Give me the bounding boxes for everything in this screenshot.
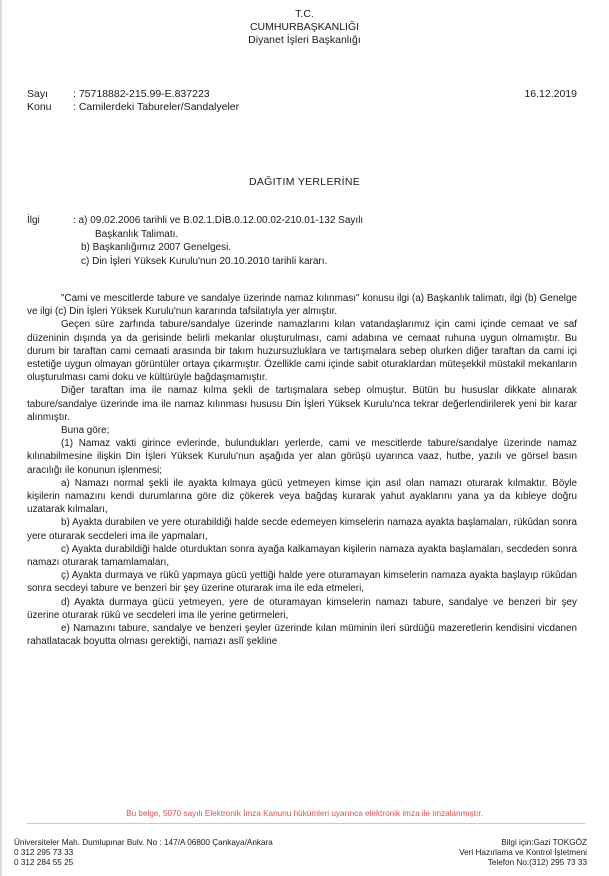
body-paragraph: (1) Namaz vakti girince evlerinde, bulundukları yerlerde, cami ve mescitlerde tabure/sandalye üzerinde namaz kılınabilmesine ilişkin Din İşleri Yüksek Kurulu'nun aşağıda yer alan görüşü uyarınca vaaz, hutbe, yazılı ve görsel basın aracılığı ile konunun işlenmesi;: [27, 438, 577, 476]
footer-info-person: Bilgi için:Gazi TOKGÖZ: [501, 838, 587, 847]
body-paragraph: a) Namazı normal şekli ile ayakta kılmaya gücü yetmeyen kimse için asıl olan namazı oturarak kılmaktır. Böyle kişilerin namazını kendi durumlarına göre diz çökerek veya bağdaş kurarak yahut ayaklarını yana ya da kıbleye doğru uzatarak kılmaları,: [27, 477, 577, 516]
header-tc: T.C.: [295, 8, 314, 20]
reference-item: c) Din İşleri Yüksek Kurulu'nun 20.10.2010 tarihli kararı.: [81, 255, 328, 267]
body-paragraph: Buna göre;: [61, 425, 110, 437]
sayi-row: [27, 88, 577, 101]
reference-item: b) Başkanlığımız 2007 Genelgesi.: [81, 242, 232, 253]
page-edge: [0, 0, 2, 876]
reference-item: : a) 09.02.2006 tarihli ve B.02.1.DİB.0.12.00.02-210.01-132 Sayılı: [73, 215, 364, 226]
body-paragraph: "Cami ve mescitlerde tabure ve sandalye üzerinde namaz kılınması" konusu ilgi (a) Başkanlık talimatı, ilgi (b) Genelge ve ilgi (c) Din İşleri Yüksek Kurulu'nun kararında tafsilatıyla yer almıştır.: [27, 293, 577, 318]
header-presidency: CUMHURBAŞKANLIĞI: [249, 21, 360, 33]
konu-row: [27, 101, 577, 114]
sayi-value: : 75718882-215.99-E.837223: [73, 88, 210, 100]
letterhead: [0, 8, 609, 47]
header-directorate: Diyanet İşleri Başkanlığı: [248, 34, 361, 46]
sayi-label: Sayı: [27, 88, 49, 100]
reference-list: [73, 214, 553, 268]
body-paragraph: Diğer taraftan ima ile namaz kılma şekli de tartışmalara sebep olmuştur. Bütün bu hususlar dikkate alınarak tabure/sandalye üzerinde ima ile namaz kılınması hususu Din İşleri Yüksek Kurulu'nca tekrar değerlendirilerek yeni bir karar alınmıştır.: [27, 385, 577, 423]
body-paragraph: Geçen süre zarfında tabure/sandalye üzerinde namazlarını kılan vatandaşlarımız için cami içinde cemaat ve saf düzeninin dışında ya da gerisinde belirli mekanlar oluşturulması, cami adabına ve cemaat ruhuna uygun olmamıştır. Bu durum bir taraftan cami cemaati arasında bir takım huzursuzluklara ve tartışmalara sebep olurken diğer taraftan da cami içi estetiğe uygun olmayan görüntüler ortaya çıkarmıştır. Özellikle cami içinde sabit oturaklardan müteşekkil müstakil mekanların oluşturulması cami doku ve kültürüyle bağdaşmamıştır.: [27, 319, 577, 384]
distribution-heading: DAĞITIM YERLERİNE: [248, 176, 361, 188]
footer-address: Üniversiteler Mah. Dumlupınar Bulv. No : 147/A 06800 Çankaya/Ankara: [14, 838, 273, 847]
body-paragraph: b) Ayakta durabilen ve yere oturabildiği halde secde edemeyen kimselerin namaza ayakta başlamaları, rükûdan sonra yere oturarak secdeleri ima ile yapmaları,: [27, 517, 577, 542]
footer-contact: [14, 838, 273, 868]
footer-phone-2: 0 312 284 55 25: [14, 858, 74, 867]
footer-phone-1: 0 312 295 73 33: [14, 848, 74, 857]
reference-label: İlgi: [27, 215, 40, 226]
footer-info: [459, 838, 587, 868]
body-paragraph: e) Namazını tabure, sandalye ve benzeri şeyler üzerinde kılan müminin ileri sürdüğü mazeretlerin kendisini vicdanen rahatlatacak boyutta olması gerektiği, namazı aslî şekline: [27, 623, 577, 648]
footer-info-phone: Telefon No:(312) 295 73 33: [487, 858, 587, 867]
body-paragraph: d) Ayakta durmaya gücü yetmeyen, yere de oturamayan kimselerin namazı tabure, sandalye ve benzeri bir şey üzerine oturarak rükû ve secdeleri ima ile yerine getirmeleri,: [27, 596, 577, 621]
footer-divider: [27, 823, 585, 824]
letter-body: [27, 292, 577, 648]
reference-item: Başkanlık Talimatı.: [95, 228, 179, 240]
e-signature-notice: Bu belge, 5070 sayılı Elektronik İmza Kanunu hükümleri uyarınca elektronik imza ile imzalanmıştır.: [126, 809, 483, 818]
body-paragraph: c) Ayakta durabildiği halde oturduktan sonra ayağa kalkamayan kişilerin namaza ayakta başlamaları, secdeden sonra namazı oturarak tamamlamaları,: [27, 543, 577, 569]
konu-value: : Camilerdeki Tabureler/Sandalyeler: [73, 101, 240, 113]
footer-info-role: Veri Hazırlama ve Kontrol İşletmeni: [459, 848, 587, 857]
document-date: 16.12.2019: [524, 88, 577, 100]
body-paragraph: ç) Ayakta durmaya ve rükû yapmaya gücü yettiği halde yere oturamayan kimselerin namaza ayakta başlayıp rükûdan sonra secdeyi tabure ve benzeri bir şey üzerine oturarak ima ile eda etmeleri,: [27, 570, 577, 595]
konu-label: Konu: [27, 101, 52, 113]
